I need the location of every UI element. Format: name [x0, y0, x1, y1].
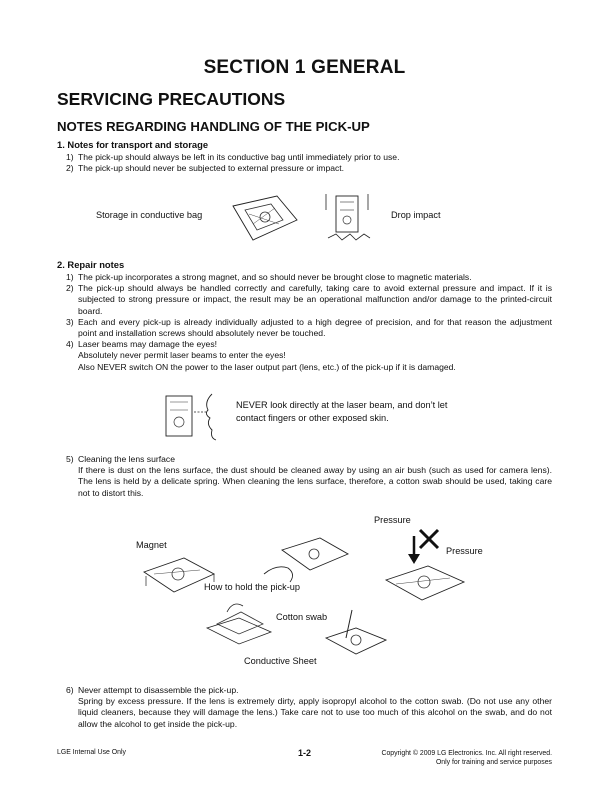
laser-warning-line: Also NEVER switch ON the power to the laser output part (lens, etc.) of the pick-up if it is damaged. [78, 361, 456, 372]
cleaning-figure [0, 512, 609, 672]
repair-notes-list [66, 272, 552, 373]
list-item: 1) The pick-up incorporates a strong magnet, and so should never be brought close to magnetic materials. [66, 272, 472, 282]
list-item: 2) The pick-up should always be handled correctly and carefully, taking care to avoid external pressure and impact. If it is subjected to strong pressure or impact, the result may be an operational malfunction and/or damage to the printed-circuit board. [66, 283, 552, 316]
hold-pickup-illustration [262, 534, 352, 588]
pressure-pickup-illustration [382, 560, 472, 614]
conductive-bag-illustration [225, 194, 305, 242]
disassemble-note [66, 685, 552, 730]
footer-copyright: Copyright © 2009 LG Electronics. Inc. All right reserved. Only for training and service purposes [381, 750, 552, 766]
list-item: 2) The pick-up should never be subjected to external pressure or impact. [66, 163, 345, 174]
laser-caption-line2: contact fingers or other exposed skin. [236, 413, 389, 423]
pickup-handling-subheading: NOTES REGARDING HANDLING OF THE PICK-UP [57, 119, 370, 134]
hold-pickup-caption: How to hold the pick-up [204, 582, 301, 592]
list-item: 3) Each and every pick-up is already individually adjusted to a high degree of precision, and for that reason the adjustment point and installation screws should absolutely never be touched. [66, 316, 552, 339]
servicing-precautions-heading: SERVICING PRECAUTIONS [57, 89, 286, 109]
pressure-top-caption: Pressure [374, 515, 411, 525]
list-item: 5) Cleaning the lens surface [66, 454, 175, 464]
storage-drop-figure [0, 190, 609, 250]
conductive-sheet-illustration [205, 598, 275, 654]
footer-internal-use: LGE Internal Use Only [57, 749, 126, 756]
list-item: 4) Laser beams may damage the eyes! [66, 339, 218, 350]
drop-impact-illustration [318, 190, 378, 246]
laser-caption-line1: NEVER look directly at the laser beam, and don’t let [236, 400, 448, 410]
magnet-caption: Magnet [136, 540, 167, 550]
transport-notes-title: 1. Notes for transport and storage [57, 139, 209, 150]
list-item: 6) Never attempt to disassemble the pick-up. [66, 685, 239, 695]
page-number: 1-2 [297, 748, 311, 758]
cotton-swab-illustration [322, 608, 392, 664]
laser-warning-line: Absolutely never permit laser beams to enter the eyes! [78, 350, 286, 361]
laser-pickup-face-illustration [160, 388, 230, 442]
disassemble-text: Spring by excess pressure. If the lens is extremely dirty, apply isopropyl alcohol to the cotton swab. (Do not use any other liquid cleaners, because they will damage the lens.) Take care not to use too much of this alcohol on the swab, and do not allow the alcohol to get inside the pick-up. [78, 696, 552, 729]
cleaning-text: If there is dust on the lens surface, the dust should be cleaned away by using an air bush (such as used for camera lens). The lens is held by a delicate spring. When cleaning the lens surface, therefore, a cotton swab should be used, taking care not to distort this. [78, 465, 552, 498]
cotton-swab-caption: Cotton swab [276, 612, 328, 622]
pressure-right-caption: Pressure [446, 546, 483, 556]
cleaning-note [66, 454, 552, 499]
repair-notes-title: 2. Repair notes [57, 259, 125, 270]
drop-impact-caption: Drop impact [391, 210, 441, 220]
storage-caption: Storage in conductive bag [96, 210, 203, 220]
transport-notes-list [66, 152, 552, 174]
laser-warning-figure [0, 388, 609, 444]
list-item: 1) The pick-up should always be left in its conductive bag until immediately prior to use. [66, 152, 400, 162]
magnet-pickup-illustration [140, 552, 220, 602]
section-title: SECTION 1 GENERAL [203, 57, 406, 78]
conductive-sheet-caption: Conductive Sheet [244, 656, 317, 666]
